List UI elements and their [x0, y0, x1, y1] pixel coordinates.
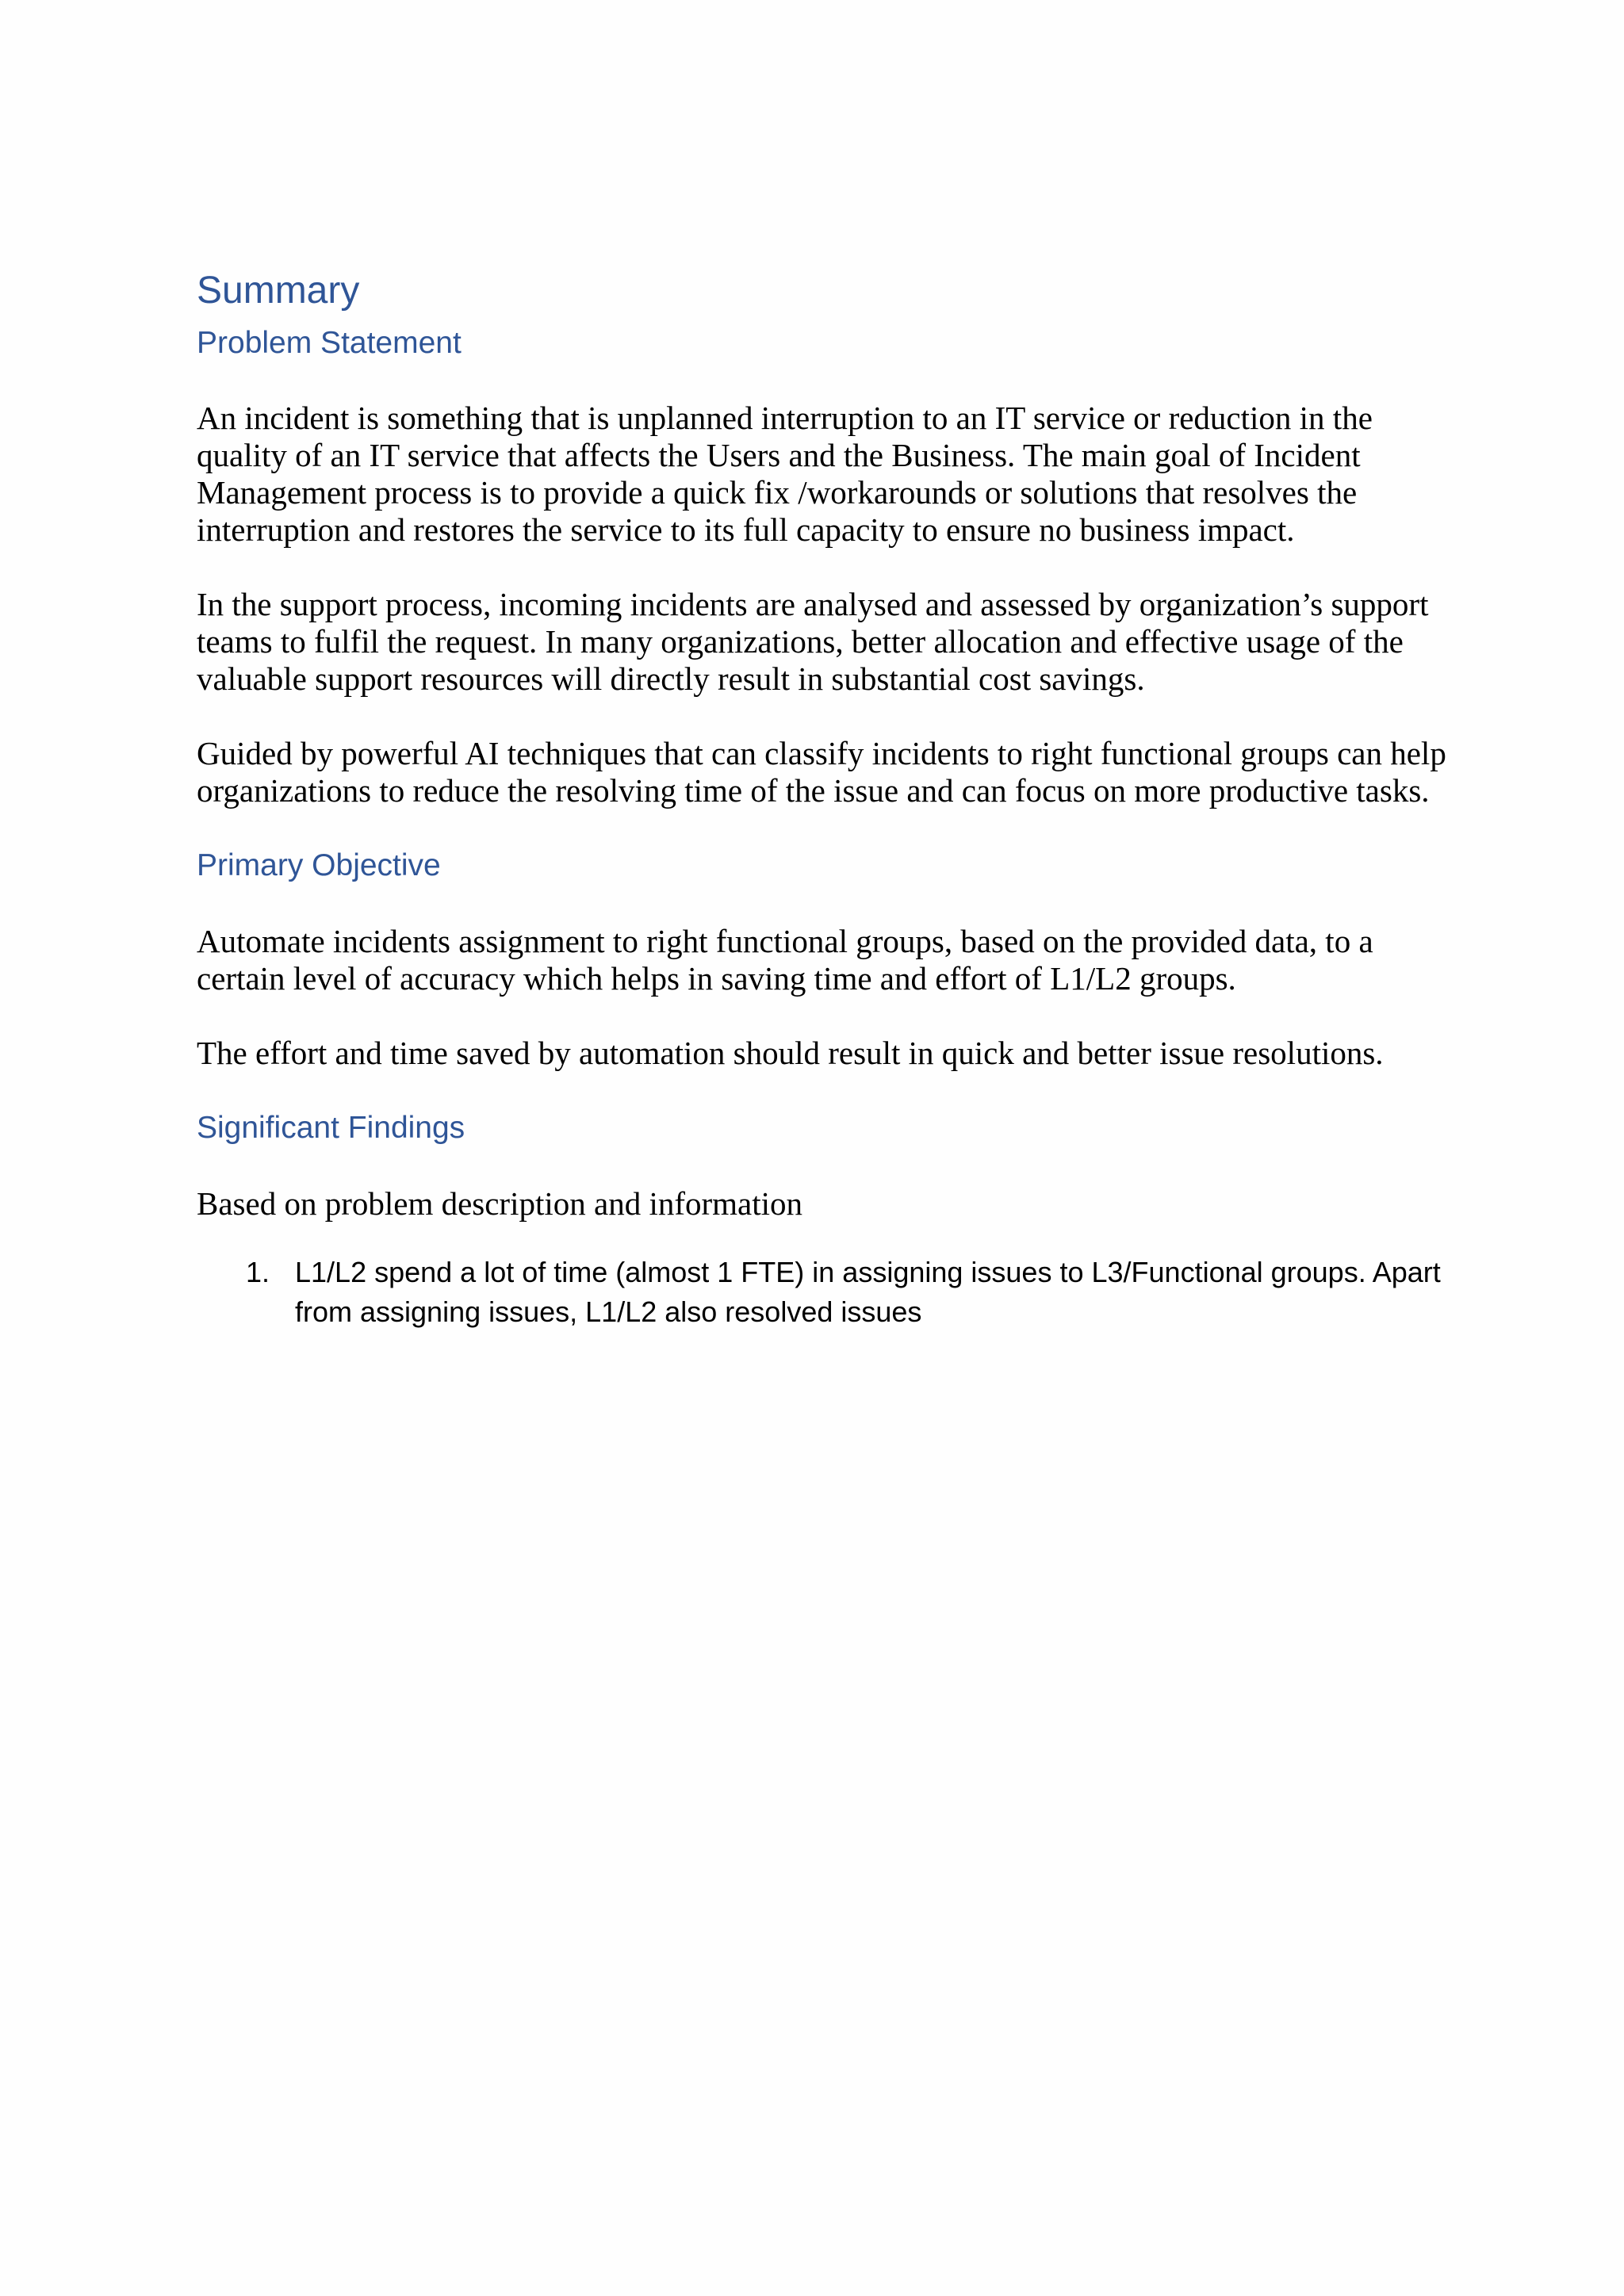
section-heading-primary-objective: Primary Objective	[197, 848, 441, 883]
list-item	[197, 1253, 1450, 1332]
paragraph: In the support process, incoming incidents are analysed and assessed by organization’s support teams to fulfil the request. In many organizations, better allocation and effective usage of the valuable support resources will directly result in substantial cost savings.	[197, 586, 1429, 698]
list-item-text: L1/L2 spend a lot of time (almost 1 FTE) in assigning issues to L3/Functional groups. Apart from assigning issues, L1/L2 also resolved issues	[295, 1255, 1441, 1328]
paragraph: The effort and time saved by automation should result in quick and better issue resolutions.	[197, 1035, 1384, 1072]
section-heading-problem-statement: Problem Statement	[197, 325, 462, 360]
document-content	[197, 268, 1450, 1332]
paragraph: Automate incidents assignment to right functional groups, based on the provided data, to a certain level of accuracy which helps in saving time and effort of L1/L2 groups.	[197, 923, 1373, 997]
paragraph: Guided by powerful AI techniques that can classify incidents to right functional groups can help organizations to reduce the resolving time of the issue and can focus on more productive tasks.	[197, 735, 1446, 809]
list-item-number: 1.	[246, 1255, 270, 1288]
section-heading-significant-findings: Significant Findings	[197, 1111, 465, 1146]
paragraph: An incident is something that is unplanned interruption to an IT service or reduction in the quality of an IT service that affects the Users and the Business. The main goal of Incident Management process is to provide a quick fix /workarounds or solutions that resolves the interruption and restores the service to its full capacity to ensure no business impact.	[197, 400, 1373, 549]
findings-list	[197, 1253, 1450, 1332]
paragraph: Based on problem description and information	[197, 1184, 803, 1222]
document-title: Summary	[197, 270, 360, 312]
